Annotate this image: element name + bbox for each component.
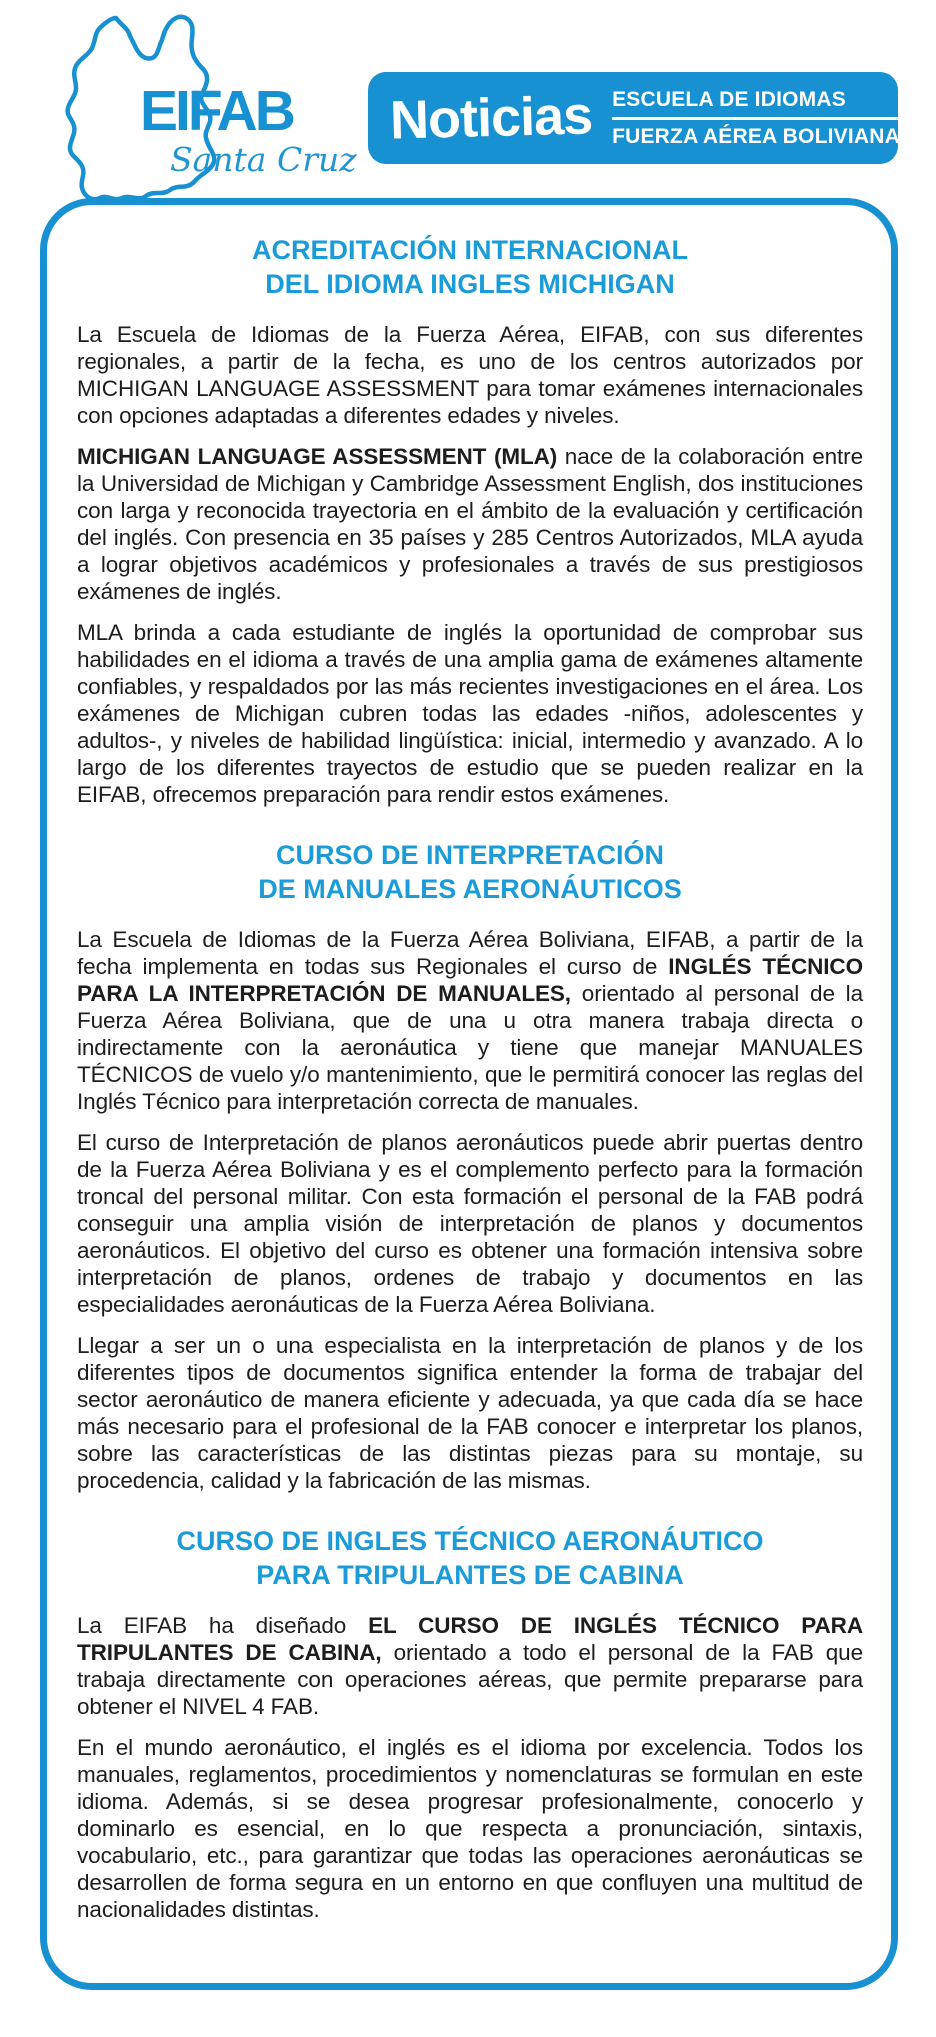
article-interpretacion-manuales bbox=[77, 838, 863, 1494]
article-heading bbox=[77, 1524, 863, 1592]
heading-line: DEL IDIOMA INGLES MICHIGAN bbox=[265, 269, 675, 299]
paragraph: En el mundo aeronáutico, el inglés es el idioma por excelencia. Todos los manuales, reglamentos, procedimientos y nomenclaturas se formulan en este idioma. Además, si se desea progresar profesionalmente, conocerlo y dominarlo es esencial, en lo que respecta a pronunciación, sintaxis, vocabulario, etc., para garantizar que todas las operaciones aeronáuticas se desarrollen de forma segura en un entorno en que confluyen una multitud de nacionalidades distintas. bbox=[77, 1735, 863, 1922]
paragraph: El curso de Interpretación de planos aeronáuticos puede abrir puertas dentro de la Fuerza Aérea Boliviana y es el complemento perfecto para la formación troncal del personal militar. Con esta formación el personal de la FAB podrá conseguir una amplia visión de interpretación de planos y documentos aeronáuticos. El objetivo del curso es obtener una formación intensiva sobre interpretación de planos, ordenes de trabajo y documentos en las especialidades aeronáuticas de la Fuerza Aérea Boliviana. bbox=[77, 1130, 863, 1317]
heading-line: ACREDITACIÓN INTERNACIONAL bbox=[252, 235, 688, 265]
banner-organization bbox=[612, 88, 900, 149]
logo-acronym: EIFAB bbox=[140, 79, 293, 143]
paragraph: La EIFAB ha diseñado EL CURSO DE INGLÉS TÉCNICO PARA TRIPULANTES DE CABINA, orientado a todo el personal de la FAB que trabaja directamente con operaciones aéreas, que permite prepararse para obtener el NIVEL 4 FAB. bbox=[77, 1613, 863, 1719]
heading-line: CURSO DE INTERPRETACIÓN bbox=[275, 840, 665, 870]
paragraph: La Escuela de Idiomas de la Fuerza Aérea Boliviana, EIFAB, a partir de la fecha implementa en todas sus Regionales el curso de INGLÉS TÉCNICO PARA LA INTERPRETACIÓN DE MANUALES, orientado al personal de la Fuerza Aérea Boliviana, que de una u otra manera trabaja directa o indirectamente con la aeronáutica y tiene que manejar MANUALES TÉCNICOS de vuelo y/o mantenimiento, que le permitirá conocer las reglas del Inglés Técnico para interpretación correcta de manuales. bbox=[77, 927, 863, 1114]
article-heading bbox=[77, 233, 863, 301]
org-line-escuela: ESCUELA DE IDIOMAS bbox=[612, 88, 900, 120]
content-box bbox=[40, 198, 898, 1990]
banner-title: Noticias bbox=[389, 85, 593, 151]
eifab-logo bbox=[24, 6, 357, 202]
heading-line: PARA TRIPULANTES DE CABINA bbox=[256, 1560, 684, 1590]
paragraph: MICHIGAN LANGUAGE ASSESSMENT (MLA) nace de la colaboración entre la Universidad de Michigan y Cambridge Assessment English, dos instituciones con larga y reconocida trayectoria en el ámbito de la evaluación y certificación del inglés. Con presencia en 35 países y 285 Centros Autorizados, MLA ayuda a lograr objetivos académicos y profesionales a través de sus prestigiosos exámenes de inglés. bbox=[77, 444, 863, 604]
noticias-banner bbox=[368, 72, 898, 164]
heading-line: DE MANUALES AERONÁUTICOS bbox=[258, 874, 682, 904]
paragraph: Llegar a ser un o una especialista en la interpretación de planos y de los diferentes tipos de documentos significa entender la forma de trabajar del sector aeronáutico de manera eficiente y adecuada, ya que cada día se hace más necesario para el profesional de la FAB conocer e interpretar los planos, sobre las características de las distintas piezas para su montaje, su procedencia, calidad y la fabricación de las mismas. bbox=[77, 1333, 863, 1493]
paragraph: La Escuela de Idiomas de la Fuerza Aérea, EIFAB, con sus diferentes regionales, a partir de la fecha, es uno de los centros autorizados por MICHIGAN LANGUAGE ASSESSMENT para tomar exámenes internacionales con opciones adaptadas a diferentes edades y niveles. bbox=[77, 322, 863, 428]
article-tripulantes-cabina bbox=[77, 1524, 863, 1923]
org-line-fuerza-aerea: FUERZA AÉREA BOLIVIANA bbox=[612, 124, 900, 148]
heading-line: CURSO DE INGLES TÉCNICO AERONÁUTICO bbox=[176, 1526, 764, 1556]
logo-region-script: Santa Cruz bbox=[170, 140, 357, 179]
paragraph: MLA brinda a cada estudiante de inglés la oportunidad de comprobar sus habilidades en el idioma a través de una amplia gama de exámenes altamente confiables, y respaldados por las más recientes investigaciones en el área. Los exámenes de Michigan cubren todas las edades -niños, adolescentes y adultos-, y niveles de habilidad lingüística: inicial, intermedio y avanzado. A lo largo de los diferentes trayectos de estudio que se pueden realizar en la EIFAB, ofrecemos preparación para rendir estos exámenes. bbox=[77, 620, 863, 807]
article-acreditacion-michigan bbox=[77, 233, 863, 808]
article-heading bbox=[77, 838, 863, 906]
